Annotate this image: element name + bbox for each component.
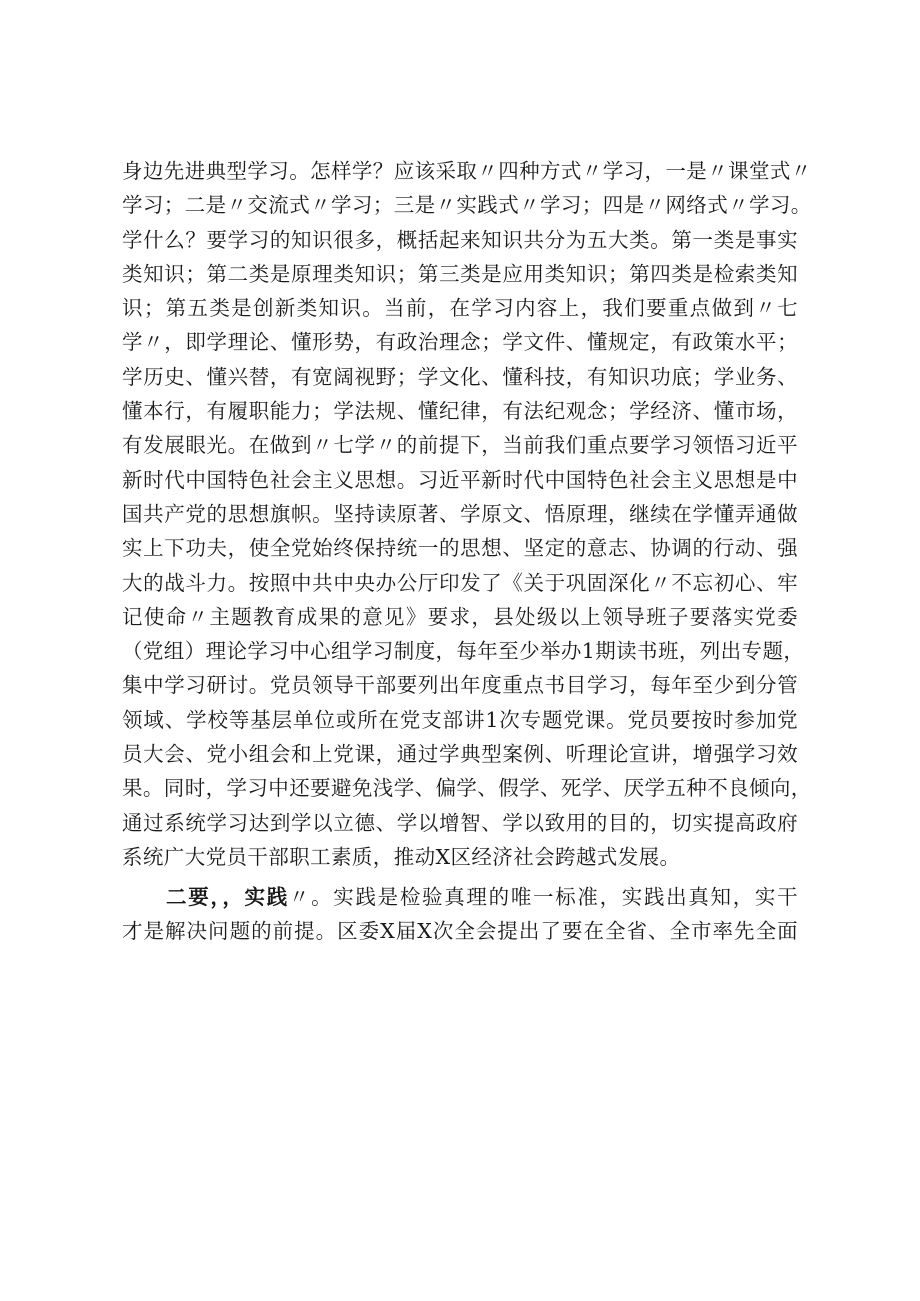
text-line: 记使命〃主题教育成果的意见》要求，县处级以上领导班子要落实党委: [122, 604, 798, 629]
text-line: 系统广大党员干部职工素质，推动X区经济社会跨越式发展。: [122, 844, 681, 869]
text-line: 学历史、懂兴替，有宽阔视野；学文化、懂科技，有知识功底；学业务、: [122, 364, 798, 389]
text-line: （党组）理论学习中心组学习制度，每年至少举办1期读书班，列出专题，: [122, 639, 805, 664]
heading-rest: 〃。实践是检验真理的唯一标准，实践出真知，实干: [288, 885, 799, 909]
text-line: 大的战斗力。按照中共中央办公厅印发了《关于巩固深化〃不忘初心、牢: [122, 570, 798, 595]
section-heading: 二要，，实践: [166, 885, 289, 909]
text-line: 领域、学校等基层单位或所在党支部讲1次专题党课。党员要按时参加党: [122, 707, 798, 732]
text-line: 类知识；第二类是原理类知识；第三类是应用类知识；第四类是检索类知: [122, 261, 798, 286]
text-line: 员大会、党小组会和上党课，通过学典型案例、听理论宣讲，增强学习效: [122, 742, 798, 767]
text-line: 国共产党的思想旗帜。坚持读原著、学原文、悟原理，继续在学懂弄通做: [122, 501, 798, 526]
text-line: 识；第五类是创新类知识。当前，在学习内容上，我们要重点做到〃七: [122, 296, 798, 321]
text-line: 果。同时，学习中还要避免浅学、偏学、假学、死学、厌学五种不良倾向，: [122, 776, 812, 801]
text-line: 通过系统学习达到学以立德、学以增智、学以致用的目的，切实提高政府: [122, 810, 798, 835]
text-line: 有发展眼光。在做到〃七学〃的前提下，当前我们重点要学习领悟习近平: [122, 433, 798, 458]
text-line: 才是解决问题的前提。区委X届X次全会提出了要在全省、全市率先全面: [122, 919, 798, 944]
text-line: 懂本行，有履职能力；学法规、懂纪律，有法纪观念；学经济、懂市场，: [122, 399, 798, 424]
paragraph-learning: [122, 154, 812, 874]
text-line: [122, 880, 798, 914]
text-line: 学习；二是〃交流式〃学习；三是〃实践式〃学习；四是〃网络式〃学习。: [122, 193, 812, 218]
text-line: 学〃，即学理论、懂形势，有政治理念；学文件、懂规定，有政策水平；: [122, 330, 798, 355]
text-line: 集中学习研讨。党员领导干部要列出年度重点书目学习，每年至少到分管: [122, 673, 798, 698]
text-line: 学什么？要学习的知识很多，概括起来知识共分为五大类。第一类是事实: [122, 227, 798, 252]
text-line: 实上下功夫，使全党始终保持统一的思想、坚定的意志、协调的行动、强: [122, 536, 798, 561]
paragraph-practice: [122, 880, 798, 949]
text-line: 身边先进典型学习。怎样学？应该采取〃四种方式〃学习，一是〃课堂式〃: [122, 159, 812, 183]
text-line: 新时代中国特色社会主义思想。习近平新时代中国特色社会主义思想是中: [122, 467, 798, 492]
